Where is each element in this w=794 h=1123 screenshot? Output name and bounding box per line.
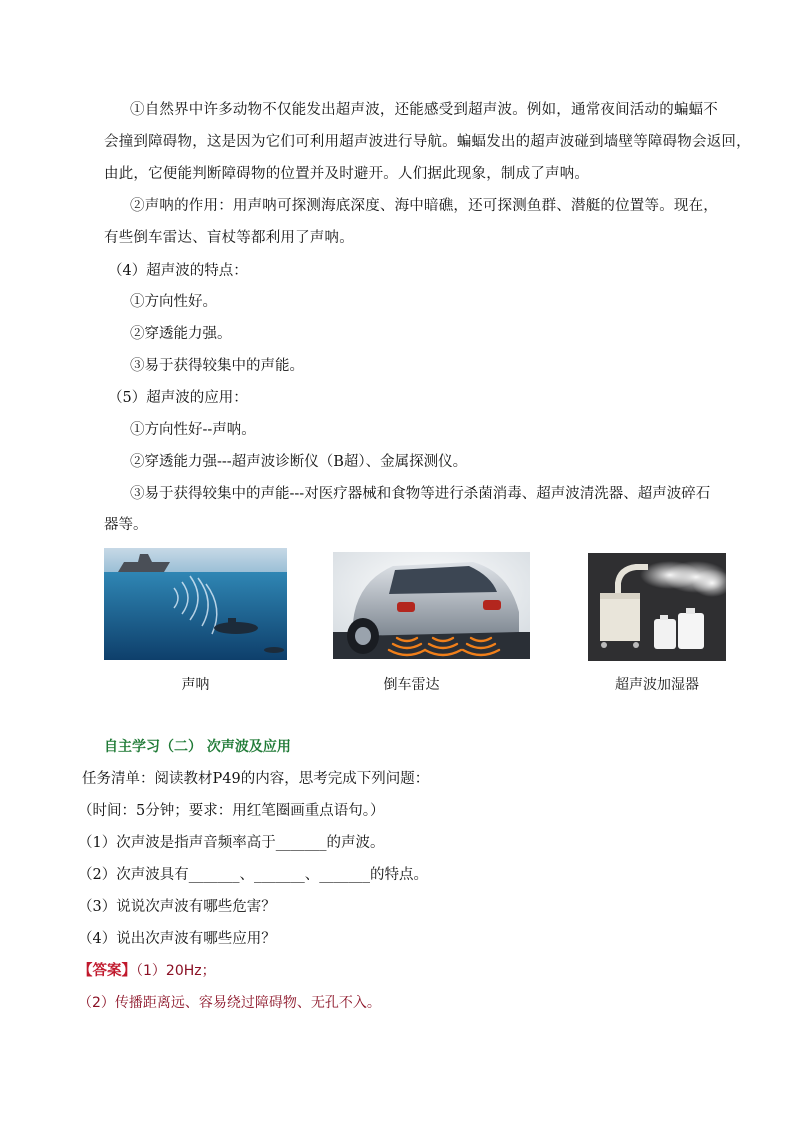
- humidifier-caption: 超声波加湿器: [615, 677, 699, 693]
- paragraph-2-line-1: ②声呐的作用：用声呐可探测海底深度、海中暗礁，还可探测鱼群、潜艇的位置等。现在，: [130, 198, 718, 214]
- application-item: ②穿透能力强---超声波诊断仪（B超）、金属探测仪。: [130, 454, 468, 470]
- sonar-caption: 声呐: [181, 677, 210, 693]
- answer-1: （1）20Hz；: [136, 963, 216, 979]
- section-heading: 自主学习（二） 次声波及应用: [104, 739, 291, 755]
- features-title: （4）超声波的特点：: [108, 263, 248, 279]
- sonar-figure: [104, 548, 287, 660]
- answer-label: 【答案】: [78, 962, 136, 979]
- paragraph-2-line-2: 有些倒车雷达、盲杖等都利用了声呐。: [104, 230, 354, 246]
- answer-2: （2）传播距离远、容易绕过障碍物、无孔不入。: [78, 995, 381, 1011]
- task-note: （时间：5分钟；要求：用红笔圈画重点语句。）: [78, 803, 385, 819]
- car-radar-figure: [333, 552, 530, 659]
- feature-item: ③易于获得较集中的声能。: [130, 358, 304, 374]
- application-item: ①方向性好--声呐。: [130, 422, 256, 438]
- humidifier-figure: [588, 553, 726, 661]
- answer-line-1: [78, 961, 216, 981]
- task-list: 任务清单：阅读教材P49的内容，思考完成下列问题：: [82, 771, 430, 787]
- car-radar-caption: 倒车雷达: [383, 677, 440, 693]
- sonar-ship-submarine-image: [104, 548, 287, 660]
- application-item-continued: 器等。: [104, 517, 148, 533]
- feature-item: ②穿透能力强。: [130, 326, 232, 342]
- paragraph-1-line-3: 由此，它便能判断障碍物的位置并及时避开。人们据此现象，制成了声呐。: [104, 166, 590, 182]
- question-3: （3）说说次声波有哪些危害？: [78, 899, 276, 915]
- paragraph-1-line-2: 会撞到障碍物，这是因为它们可利用超声波进行导航。蝙蝠发出的超声波碰到墙壁等障碍物会返回，: [104, 134, 751, 150]
- question-2: （2）次声波具有_______、_______、_______的特点。: [78, 867, 428, 883]
- question-1: （1）次声波是指声音频率高于_______的声波。: [78, 835, 385, 851]
- application-item: ③易于获得较集中的声能---对医疗器械和食物等进行杀菌消毒、超声波清洗器、超声波碎石: [130, 486, 711, 502]
- feature-item: ①方向性好。: [130, 294, 217, 310]
- paragraph-1-line-1: ①自然界中许多动物不仅能发出超声波，还能感受到超声波。例如，通常夜间活动的蝙蝠不: [130, 102, 718, 118]
- applications-title: （5）超声波的应用：: [108, 390, 248, 406]
- question-4: （4）说出次声波有哪些应用？: [78, 931, 276, 947]
- ultrasonic-humidifier-image: [588, 553, 726, 661]
- car-parking-radar-image: [333, 552, 530, 659]
